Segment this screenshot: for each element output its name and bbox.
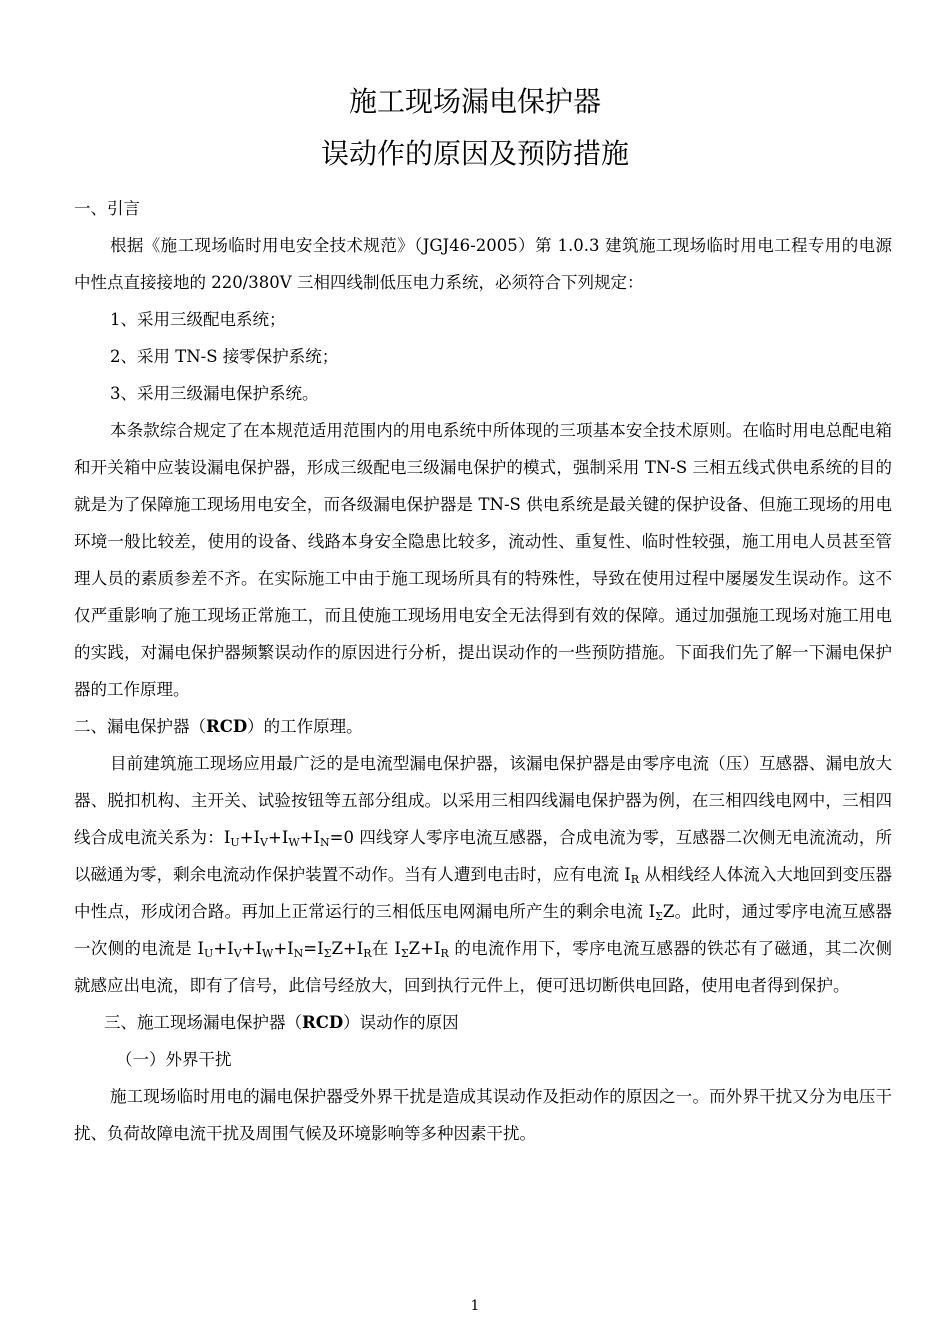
heading-text: 二、漏电保护器（ <box>74 717 206 736</box>
text-run: 在 <box>371 939 395 958</box>
symbol-isigma-z: $I_\Sigma Z$ <box>648 902 675 923</box>
text-run: 目前建筑施工现场应用最广泛的是电流型漏电保护器，该漏电保护器是由零序电流（压）互感器、漏电放大器、脱扣机构、主开关、试验按钮等五部分组成。以采用三相四线漏电保护器为例，在三相四线电网中，三相四线合成电流关系为： <box>74 754 892 847</box>
paragraph-interference: 施工现场临时用电的漏电保护器受外界干扰是造成其误动作及拒动作的原因之一。而外界干扰又分为电压干扰、负荷故障电流干扰及周围气候及环境影响等多种因素干扰。 <box>74 1087 892 1143</box>
section-heading-intro: 一、引言 <box>74 199 140 218</box>
subsection-heading-interference: （一）外界干扰 <box>116 1050 232 1069</box>
document-title-line1: 施工现场漏电保护器 <box>348 85 601 118</box>
page-number: 1 <box>470 1298 480 1314</box>
document-body <box>74 190 892 1152</box>
equation-current-sum: $I_U+I_V+I_W+I_N=0$ <box>223 828 354 849</box>
paragraph-intro-1: 根据《施工现场临时用电安全技术规范》（JGJ46-2005）第 1.0.3 建筑施工现场临时用电工程专用的电源中性点直接接地的 220/380V 三相四线制低压电力系统，必须符合下列规定： <box>74 236 892 292</box>
equation-primary-current: $I_U+I_V+I_W+I_N=I_\Sigma Z+I_R$ <box>197 939 372 960</box>
text-run: 从相线经人体流入大地回到变压器中性点，形成闭合路。再加上正常运行的三相低压电网漏电所产生的剩余电流 <box>74 865 892 921</box>
rule-item-1: 1、采用三级配电系统； <box>110 310 286 329</box>
heading-bold-rcd: RCD <box>302 1013 344 1032</box>
text-run: 四线穿人零序电流互感器，合成电流为零，互感器二次侧无电流流动，所以磁通为零，剩余电流动作保护装置不动作。当有人遭到电击时，应有电流 <box>74 828 893 884</box>
paragraph-principle <box>74 745 892 1004</box>
rule-item-3: 3、采用三级漏电保护系统。 <box>110 384 319 403</box>
text-run: 的电流作用下，零序电流互感器的铁芯有了磁通，其二次侧就感应出电流，即有了信号，此信号经放大，回到执行元件上，便可迅切断供电回路，使用电者得到保护。 <box>74 939 892 995</box>
symbol-ir: $I_R$ <box>624 865 640 886</box>
text-run: 。此时，通过零序电流互感器一次侧的电流是 <box>74 902 892 958</box>
heading-text: ）的工作原理。 <box>247 717 363 736</box>
heading-bold-rcd: RCD <box>206 717 248 736</box>
document-title-line2: 误动作的原因及预防措施 <box>320 137 629 170</box>
section-heading-causes <box>74 1004 892 1041</box>
heading-text: ）误动作的原因 <box>343 1013 459 1032</box>
rule-item-2: 2、采用 TN-S 接零保护系统； <box>110 347 339 366</box>
heading-text: 三、施工现场漏电保护器（ <box>104 1013 302 1032</box>
equation-combined-current: $I_\Sigma Z+I_R$ <box>394 939 449 960</box>
section-heading-principle <box>74 708 892 745</box>
paragraph-intro-2: 本条款综合规定了在本规范适用范围内的用电系统中所体现的三项基本安全技术原则。在临时用电总配电箱和开关箱中应装设漏电保护器，形成三级配电三级漏电保护的模式，强制采用 TN-S 三相五线式供电系统的目的就是为了保障施工现场用电安全，而各级漏电保护器是 TN-S 供电系统是最关键的保护设备、但施工现场的用电环境一般比较差，使用的设备、线路本身安全隐患比较多，流动性、重复性、临时性较强，施工用电人员甚至管理人员的素质参差不齐。在实际施工中由于施工现场所具有的特殊性，导致在使用过程中屡屡发生误动作。这不仅严重影响了施工现场正常施工，而且使施工现场用电安全无法得到有效的保障。通过加强施工现场对施工用电的实践，对漏电保护器频繁误动作的原因进行分析，提出误动作的一些预防措施。下面我们先了解一下漏电保护器的工作原理。 <box>74 421 892 699</box>
